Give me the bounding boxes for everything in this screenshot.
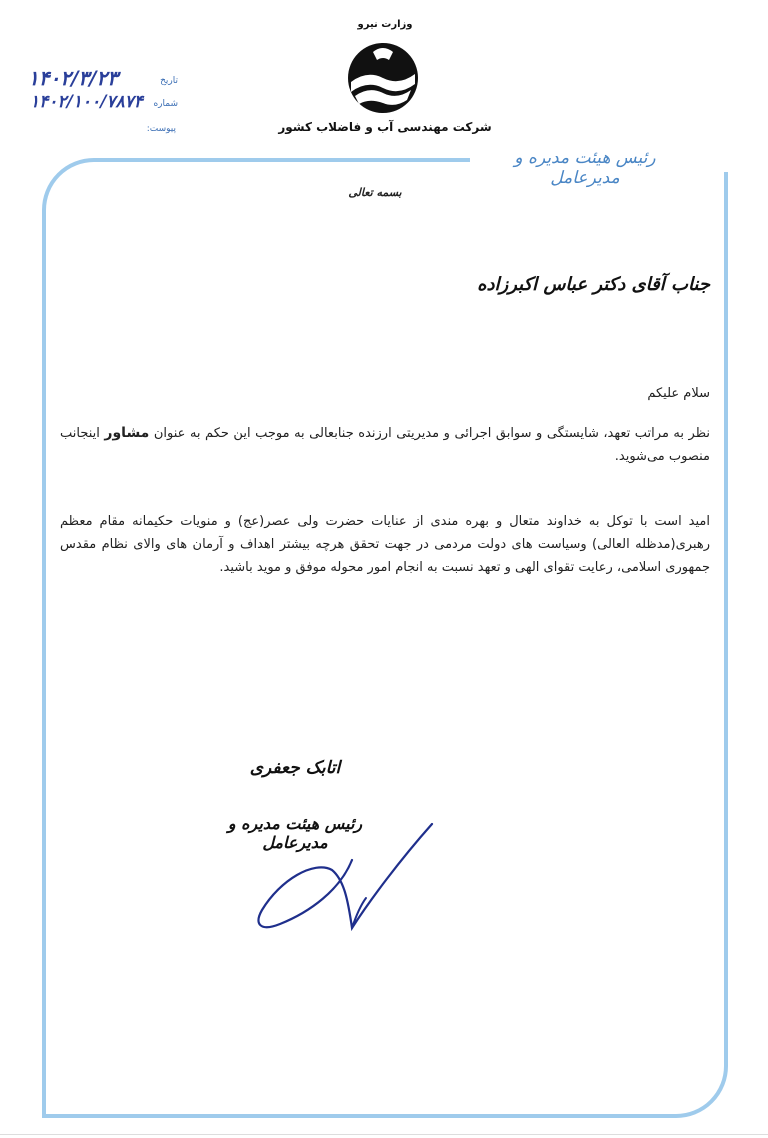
- attachment-label: پیوست:: [146, 124, 176, 134]
- signatory-title: رئیس هیئت مدیره و مدیرعامل: [227, 814, 363, 852]
- position-title: مشاور: [104, 425, 150, 441]
- paragraph-appointment-text: نظر به مراتب تعهد، شایستگی و سوابق اجرائی و مدیریتی ارزنده جنابعالی به موجب این حکم به عنوان: [153, 426, 710, 441]
- paragraph-wishes: [60, 510, 710, 579]
- ministry-name: وزارت نیرو: [357, 19, 413, 30]
- number-label: شماره: [153, 99, 178, 109]
- signatory-name: اتابک جعفری: [249, 758, 341, 778]
- company-logo: [345, 40, 421, 116]
- date-label: تاریخ: [160, 76, 178, 86]
- company-name: شرکت مهندسی آب و فاضلاب کشور: [278, 120, 492, 134]
- bismillah: بسمه تعالی: [348, 186, 402, 199]
- handwritten-signature: [240, 820, 440, 935]
- paragraph-appointment: [60, 422, 710, 468]
- paragraph-appointment-end: اینجانب منصوب می‌شوید.: [60, 426, 710, 464]
- number-value: ۱۴۰۲/۱۰۰/۷۸۷۴: [30, 92, 143, 112]
- date-value: ۱۴۰۲/۳/۲۳: [28, 66, 118, 90]
- page-edge: [0, 1134, 768, 1135]
- greeting: سلام علیکم: [647, 386, 710, 401]
- letterhead-title: رئیس هیئت مدیره و مدیرعامل: [514, 148, 656, 188]
- recipient: جناب آقای دکتر عباس اکبرزاده: [477, 274, 710, 295]
- paragraph-wishes-text: امید است با توکل به خداوند متعال و بهره مندی از عنایات حضرت ولی عصر(عج) و منویات حکیمانه مقام معظم رهبری(مدظله العالی) وسیاست های دولت مردمی در جهت تحقق هرچه بیشتر اهداف و آرمان های والای نظام مقدس جمهوری اسلامی، رعایت تقوای الهی و تعهد نسبت به انجام امور محوله موفق و موید باشید.: [60, 514, 710, 575]
- page-frame: [42, 158, 728, 1118]
